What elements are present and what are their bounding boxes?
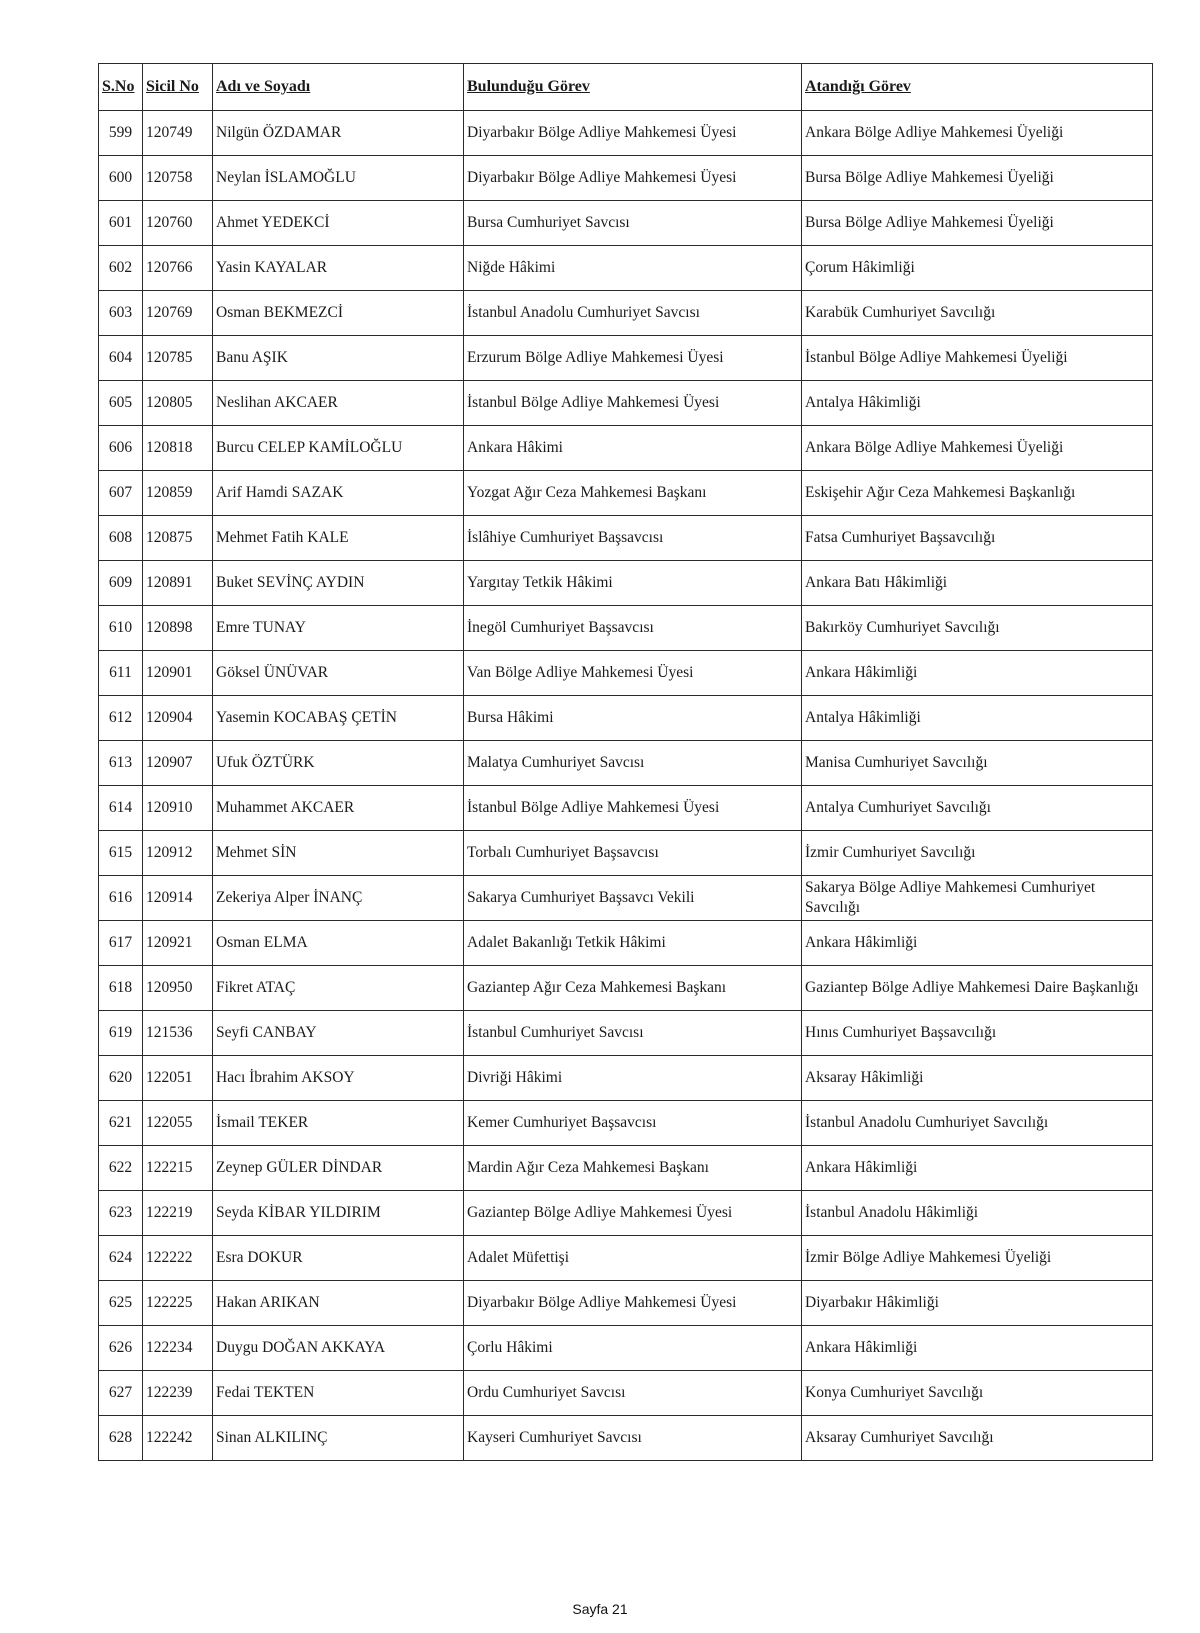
cell-sicil: 122055 <box>143 1101 213 1146</box>
cell-name: Zeynep GÜLER DİNDAR <box>213 1146 464 1191</box>
cell-current-position: Mardin Ağır Ceza Mahkemesi Başkanı <box>464 1146 802 1191</box>
cell-assigned-position: Diyarbakır Hâkimliği <box>802 1281 1153 1326</box>
cell-sno: 604 <box>99 336 143 381</box>
cell-sno: 603 <box>99 291 143 336</box>
cell-name: Mehmet SİN <box>213 831 464 876</box>
table-row <box>99 561 1153 606</box>
cell-name: Osman ELMA <box>213 921 464 966</box>
cell-sicil: 120760 <box>143 201 213 246</box>
cell-current-position: İnegöl Cumhuriyet Başsavcısı <box>464 606 802 651</box>
table-body <box>99 111 1153 1461</box>
cell-sno: 626 <box>99 1326 143 1371</box>
cell-current-position: Gaziantep Ağır Ceza Mahkemesi Başkanı <box>464 966 802 1011</box>
cell-sicil: 120805 <box>143 381 213 426</box>
table-row <box>99 291 1153 336</box>
cell-sicil: 120758 <box>143 156 213 201</box>
table-row <box>99 201 1153 246</box>
cell-assigned-position: İstanbul Anadolu Cumhuriyet Savcılığı <box>802 1101 1153 1146</box>
cell-assigned-position: İzmir Cumhuriyet Savcılığı <box>802 831 1153 876</box>
cell-sno: 618 <box>99 966 143 1011</box>
cell-assigned-position: Bakırköy Cumhuriyet Savcılığı <box>802 606 1153 651</box>
cell-name: Esra DOKUR <box>213 1236 464 1281</box>
header-sno: S.No <box>99 64 143 111</box>
cell-current-position: Ordu Cumhuriyet Savcısı <box>464 1371 802 1416</box>
cell-name: Burcu CELEP KAMİLOĞLU <box>213 426 464 471</box>
page-number: Sayfa 21 <box>572 1601 628 1617</box>
table-row <box>99 111 1153 156</box>
cell-assigned-position: Ankara Bölge Adliye Mahkemesi Üyeliği <box>802 426 1153 471</box>
cell-name: Hakan ARIKAN <box>213 1281 464 1326</box>
table-row <box>99 1371 1153 1416</box>
cell-assigned-position: Ankara Hâkimliği <box>802 1146 1153 1191</box>
cell-sno: 617 <box>99 921 143 966</box>
cell-name: Göksel ÜNÜVAR <box>213 651 464 696</box>
cell-sicil: 120912 <box>143 831 213 876</box>
table-row <box>99 381 1153 426</box>
cell-name: Fedai TEKTEN <box>213 1371 464 1416</box>
cell-current-position: İstanbul Bölge Adliye Mahkemesi Üyesi <box>464 381 802 426</box>
cell-assigned-position: İzmir Bölge Adliye Mahkemesi Üyeliği <box>802 1236 1153 1281</box>
cell-sno: 612 <box>99 696 143 741</box>
header-assigned-position: Atandığı Görev <box>802 64 1153 111</box>
table-row <box>99 1281 1153 1326</box>
cell-name: Banu AŞIK <box>213 336 464 381</box>
cell-sicil: 120891 <box>143 561 213 606</box>
cell-name: Mehmet Fatih KALE <box>213 516 464 561</box>
cell-name: Seyda KİBAR YILDIRIM <box>213 1191 464 1236</box>
table-row <box>99 1326 1153 1371</box>
cell-sicil: 120859 <box>143 471 213 516</box>
cell-sno: 608 <box>99 516 143 561</box>
cell-assigned-position: Eskişehir Ağır Ceza Mahkemesi Başkanlığı <box>802 471 1153 516</box>
table-row <box>99 1146 1153 1191</box>
table-row <box>99 1101 1153 1146</box>
cell-name: Ahmet YEDEKCİ <box>213 201 464 246</box>
cell-assigned-position: İstanbul Bölge Adliye Mahkemesi Üyeliği <box>802 336 1153 381</box>
cell-sicil: 120875 <box>143 516 213 561</box>
cell-sno: 615 <box>99 831 143 876</box>
cell-name: Neylan İSLAMOĞLU <box>213 156 464 201</box>
cell-sicil: 122051 <box>143 1056 213 1101</box>
table-row <box>99 921 1153 966</box>
cell-assigned-position: Antalya Hâkimliği <box>802 696 1153 741</box>
cell-name: Yasin KAYALAR <box>213 246 464 291</box>
cell-assigned-position: Ankara Hâkimliği <box>802 651 1153 696</box>
header-row <box>99 64 1153 111</box>
cell-sno: 620 <box>99 1056 143 1101</box>
cell-name: Yasemin KOCABAŞ ÇETİN <box>213 696 464 741</box>
cell-current-position: Erzurum Bölge Adliye Mahkemesi Üyesi <box>464 336 802 381</box>
cell-sicil: 120901 <box>143 651 213 696</box>
assignment-table <box>98 63 1153 1461</box>
table-row <box>99 336 1153 381</box>
cell-assigned-position: Konya Cumhuriyet Savcılığı <box>802 1371 1153 1416</box>
cell-current-position: Ankara Hâkimi <box>464 426 802 471</box>
cell-sno: 606 <box>99 426 143 471</box>
cell-name: Buket SEVİNÇ AYDIN <box>213 561 464 606</box>
cell-assigned-position: Hınıs Cumhuriyet Başsavcılığı <box>802 1011 1153 1056</box>
table-row <box>99 741 1153 786</box>
cell-name: Zekeriya Alper İNANÇ <box>213 876 464 921</box>
cell-sno: 628 <box>99 1416 143 1461</box>
cell-sicil: 122242 <box>143 1416 213 1461</box>
cell-current-position: Gaziantep Bölge Adliye Mahkemesi Üyesi <box>464 1191 802 1236</box>
cell-current-position: Kayseri Cumhuriyet Savcısı <box>464 1416 802 1461</box>
table-row <box>99 156 1153 201</box>
cell-current-position: Diyarbakır Bölge Adliye Mahkemesi Üyesi <box>464 111 802 156</box>
cell-sicil: 122239 <box>143 1371 213 1416</box>
cell-current-position: Divriği Hâkimi <box>464 1056 802 1101</box>
cell-assigned-position: Fatsa Cumhuriyet Başsavcılığı <box>802 516 1153 561</box>
cell-current-position: Çorlu Hâkimi <box>464 1326 802 1371</box>
cell-assigned-position: Manisa Cumhuriyet Savcılığı <box>802 741 1153 786</box>
cell-current-position: Sakarya Cumhuriyet Başsavcı Vekili <box>464 876 802 921</box>
cell-sicil: 122225 <box>143 1281 213 1326</box>
cell-name: Nilgün ÖZDAMAR <box>213 111 464 156</box>
cell-name: Fikret ATAÇ <box>213 966 464 1011</box>
header-name: Adı ve Soyadı <box>213 64 464 111</box>
table-row <box>99 831 1153 876</box>
cell-name: Emre TUNAY <box>213 606 464 651</box>
header-sicil: Sicil No <box>143 64 213 111</box>
cell-sicil: 120921 <box>143 921 213 966</box>
cell-sicil: 120950 <box>143 966 213 1011</box>
table-row <box>99 246 1153 291</box>
cell-name: Arif Hamdi SAZAK <box>213 471 464 516</box>
cell-sno: 600 <box>99 156 143 201</box>
table-header <box>99 64 1153 111</box>
table-row <box>99 786 1153 831</box>
cell-sicil: 120907 <box>143 741 213 786</box>
cell-assigned-position: Bursa Bölge Adliye Mahkemesi Üyeliği <box>802 156 1153 201</box>
table-row <box>99 426 1153 471</box>
cell-assigned-position: İstanbul Anadolu Hâkimliği <box>802 1191 1153 1236</box>
cell-sicil: 122222 <box>143 1236 213 1281</box>
cell-name: Hacı İbrahim AKSOY <box>213 1056 464 1101</box>
cell-assigned-position: Aksaray Cumhuriyet Savcılığı <box>802 1416 1153 1461</box>
cell-assigned-position: Gaziantep Bölge Adliye Mahkemesi Daire Başkanlığı <box>802 966 1153 1011</box>
cell-assigned-position: Antalya Cumhuriyet Savcılığı <box>802 786 1153 831</box>
table-row <box>99 1191 1153 1236</box>
cell-sicil: 122219 <box>143 1191 213 1236</box>
cell-sno: 627 <box>99 1371 143 1416</box>
cell-current-position: İstanbul Bölge Adliye Mahkemesi Üyesi <box>464 786 802 831</box>
cell-current-position: Yargıtay Tetkik Hâkimi <box>464 561 802 606</box>
cell-current-position: Kemer Cumhuriyet Başsavcısı <box>464 1101 802 1146</box>
cell-name: İsmail TEKER <box>213 1101 464 1146</box>
cell-name: Duygu DOĞAN AKKAYA <box>213 1326 464 1371</box>
cell-current-position: Adalet Müfettişi <box>464 1236 802 1281</box>
cell-sicil: 120769 <box>143 291 213 336</box>
cell-current-position: Diyarbakır Bölge Adliye Mahkemesi Üyesi <box>464 1281 802 1326</box>
cell-sno: 621 <box>99 1101 143 1146</box>
cell-current-position: Yozgat Ağır Ceza Mahkemesi Başkanı <box>464 471 802 516</box>
cell-current-position: İstanbul Cumhuriyet Savcısı <box>464 1011 802 1056</box>
cell-current-position: Torbalı Cumhuriyet Başsavcısı <box>464 831 802 876</box>
cell-current-position: Bursa Cumhuriyet Savcısı <box>464 201 802 246</box>
table-row <box>99 1011 1153 1056</box>
cell-sno: 601 <box>99 201 143 246</box>
cell-sicil: 120904 <box>143 696 213 741</box>
cell-sno: 599 <box>99 111 143 156</box>
cell-name: Seyfi CANBAY <box>213 1011 464 1056</box>
cell-sicil: 120914 <box>143 876 213 921</box>
cell-sno: 613 <box>99 741 143 786</box>
cell-assigned-position: Ankara Batı Hâkimliği <box>802 561 1153 606</box>
cell-sno: 624 <box>99 1236 143 1281</box>
cell-sno: 625 <box>99 1281 143 1326</box>
cell-sicil: 120785 <box>143 336 213 381</box>
cell-sno: 619 <box>99 1011 143 1056</box>
cell-name: Muhammet AKCAER <box>213 786 464 831</box>
cell-name: Sinan ALKILINÇ <box>213 1416 464 1461</box>
table-row <box>99 606 1153 651</box>
cell-assigned-position: Ankara Bölge Adliye Mahkemesi Üyeliği <box>802 111 1153 156</box>
cell-sicil: 120749 <box>143 111 213 156</box>
cell-name: Osman BEKMEZCİ <box>213 291 464 336</box>
cell-assigned-position: Ankara Hâkimliği <box>802 1326 1153 1371</box>
table-row <box>99 516 1153 561</box>
cell-sicil: 122215 <box>143 1146 213 1191</box>
cell-assigned-position: Antalya Hâkimliği <box>802 381 1153 426</box>
cell-sicil: 120910 <box>143 786 213 831</box>
table-row <box>99 966 1153 1011</box>
cell-name: Neslihan AKCAER <box>213 381 464 426</box>
table-row <box>99 876 1153 921</box>
cell-sno: 614 <box>99 786 143 831</box>
cell-sno: 616 <box>99 876 143 921</box>
cell-assigned-position: Bursa Bölge Adliye Mahkemesi Üyeliği <box>802 201 1153 246</box>
cell-current-position: Adalet Bakanlığı Tetkik Hâkimi <box>464 921 802 966</box>
table-row <box>99 696 1153 741</box>
cell-current-position: Van Bölge Adliye Mahkemesi Üyesi <box>464 651 802 696</box>
cell-assigned-position: Karabük Cumhuriyet Savcılığı <box>802 291 1153 336</box>
cell-sno: 602 <box>99 246 143 291</box>
cell-sno: 610 <box>99 606 143 651</box>
cell-sno: 609 <box>99 561 143 606</box>
cell-sicil: 122234 <box>143 1326 213 1371</box>
table-row <box>99 651 1153 696</box>
cell-current-position: Diyarbakır Bölge Adliye Mahkemesi Üyesi <box>464 156 802 201</box>
cell-sicil: 120818 <box>143 426 213 471</box>
table-row <box>99 1056 1153 1101</box>
cell-sno: 623 <box>99 1191 143 1236</box>
cell-sno: 607 <box>99 471 143 516</box>
cell-current-position: Bursa Hâkimi <box>464 696 802 741</box>
cell-assigned-position: Sakarya Bölge Adliye Mahkemesi Cumhuriyet Savcılığı <box>802 876 1153 921</box>
cell-assigned-position: Aksaray Hâkimliği <box>802 1056 1153 1101</box>
cell-sicil: 121536 <box>143 1011 213 1056</box>
cell-assigned-position: Çorum Hâkimliği <box>802 246 1153 291</box>
cell-assigned-position: Ankara Hâkimliği <box>802 921 1153 966</box>
cell-name: Ufuk ÖZTÜRK <box>213 741 464 786</box>
cell-sicil: 120766 <box>143 246 213 291</box>
table-row <box>99 471 1153 516</box>
table-row <box>99 1416 1153 1461</box>
cell-current-position: İslâhiye Cumhuriyet Başsavcısı <box>464 516 802 561</box>
cell-current-position: İstanbul Anadolu Cumhuriyet Savcısı <box>464 291 802 336</box>
cell-sicil: 120898 <box>143 606 213 651</box>
cell-sno: 605 <box>99 381 143 426</box>
cell-sno: 611 <box>99 651 143 696</box>
table-row <box>99 1236 1153 1281</box>
header-current-position: Bulunduğu Görev <box>464 64 802 111</box>
cell-current-position: Malatya Cumhuriyet Savcısı <box>464 741 802 786</box>
cell-current-position: Niğde Hâkimi <box>464 246 802 291</box>
cell-sno: 622 <box>99 1146 143 1191</box>
